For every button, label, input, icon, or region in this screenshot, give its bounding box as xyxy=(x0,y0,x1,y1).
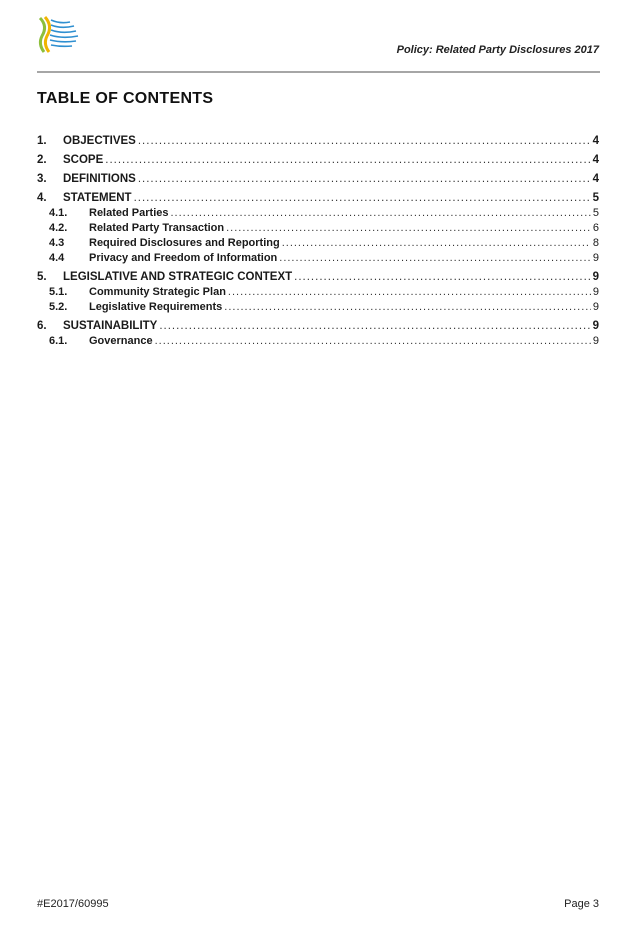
toc-entry-title: OBJECTIVES xyxy=(63,135,136,147)
toc-entry-title: DEFINITIONS xyxy=(63,173,136,185)
toc-entry-title: Related Party Transaction xyxy=(89,222,225,234)
toc-entry-title: Required Disclosures and Reporting xyxy=(89,237,280,249)
toc-entry-title: SCOPE xyxy=(63,154,104,166)
toc-entry-page: 8 xyxy=(592,237,599,249)
toc-entry-number: 3. xyxy=(37,173,47,185)
toc-entry[interactable] xyxy=(37,318,599,334)
toc-leader-dots xyxy=(228,285,591,300)
toc-entry[interactable] xyxy=(37,236,599,251)
toc-entry-title: Community Strategic Plan xyxy=(89,286,226,298)
toc-entry-number: 6.1. xyxy=(49,335,68,347)
toc-leader-dots xyxy=(224,300,591,315)
toc-entry-title: Privacy and Freedom of Information xyxy=(89,252,278,264)
toc-entry-title: Legislative Requirements xyxy=(89,301,223,313)
toc-entry-number: 4.2. xyxy=(49,222,68,234)
toc-entry[interactable] xyxy=(37,300,599,315)
toc-leader-dots xyxy=(279,251,591,266)
toc-leader-dots xyxy=(155,334,591,349)
toc-entry-number: 5.2. xyxy=(49,301,68,313)
toc-entry-title: STATEMENT xyxy=(63,192,132,204)
toc-entry[interactable] xyxy=(37,251,599,266)
toc-leader-dots xyxy=(105,152,590,168)
toc-entry[interactable] xyxy=(37,190,599,206)
toc-entry-number: 4. xyxy=(37,192,47,204)
toc-entry-page: 4 xyxy=(592,135,599,147)
toc-entry-page: 9 xyxy=(592,335,599,347)
toc-entry[interactable] xyxy=(37,269,599,285)
council-logo xyxy=(36,14,82,54)
toc-entry-page: 9 xyxy=(592,271,599,283)
toc-entry[interactable] xyxy=(37,152,599,168)
toc-leader-dots xyxy=(170,206,590,221)
toc-entry-page: 4 xyxy=(592,154,599,166)
toc-entry[interactable] xyxy=(37,285,599,300)
toc-entry[interactable] xyxy=(37,334,599,349)
header-divider xyxy=(37,71,600,73)
toc-entry-number: 4.3 xyxy=(49,237,65,249)
document-id: #E2017/60995 xyxy=(37,898,109,910)
toc-entry[interactable] xyxy=(37,171,599,187)
toc-entry-number: 4.4 xyxy=(49,252,65,264)
toc-entry-page: 4 xyxy=(592,173,599,185)
document-header-title: Policy: Related Party Disclosures 2017 xyxy=(396,44,599,56)
page-number: Page 3 xyxy=(564,898,599,910)
toc-leader-dots xyxy=(226,221,591,236)
toc-entry-number: 4.1. xyxy=(49,207,68,219)
toc-entry-number: 5. xyxy=(37,271,47,283)
toc-entry-page: 9 xyxy=(592,301,599,313)
toc-leader-dots xyxy=(134,190,591,206)
toc-entry-number: 5.1. xyxy=(49,286,68,298)
toc-entry[interactable] xyxy=(37,206,599,221)
toc-entry-title: Related Parties xyxy=(89,207,169,219)
toc-entry-title: Governance xyxy=(89,335,153,347)
toc-entry-title: SUSTAINABILITY xyxy=(63,320,158,332)
toc-entry[interactable] xyxy=(37,133,599,149)
toc-leader-dots xyxy=(159,318,590,334)
toc-entry-page: 5 xyxy=(592,192,599,204)
toc-entry[interactable] xyxy=(37,221,599,236)
toc-entry-page: 9 xyxy=(592,320,599,332)
toc-entry-number: 6. xyxy=(37,320,47,332)
toc-leader-dots xyxy=(282,236,591,251)
toc-entry-number: 2. xyxy=(37,154,47,166)
toc-leader-dots xyxy=(294,269,590,285)
table-of-contents xyxy=(37,130,599,349)
toc-leader-dots xyxy=(138,171,591,187)
toc-entry-page: 6 xyxy=(592,222,599,234)
toc-entry-title: LEGISLATIVE AND STRATEGIC CONTEXT xyxy=(63,271,293,283)
toc-entry-page: 9 xyxy=(592,286,599,298)
toc-leader-dots xyxy=(138,133,591,149)
toc-heading: TABLE OF CONTENTS xyxy=(37,90,214,107)
toc-entry-page: 5 xyxy=(592,207,599,219)
toc-entry-number: 1. xyxy=(37,135,47,147)
toc-entry-page: 9 xyxy=(592,252,599,264)
